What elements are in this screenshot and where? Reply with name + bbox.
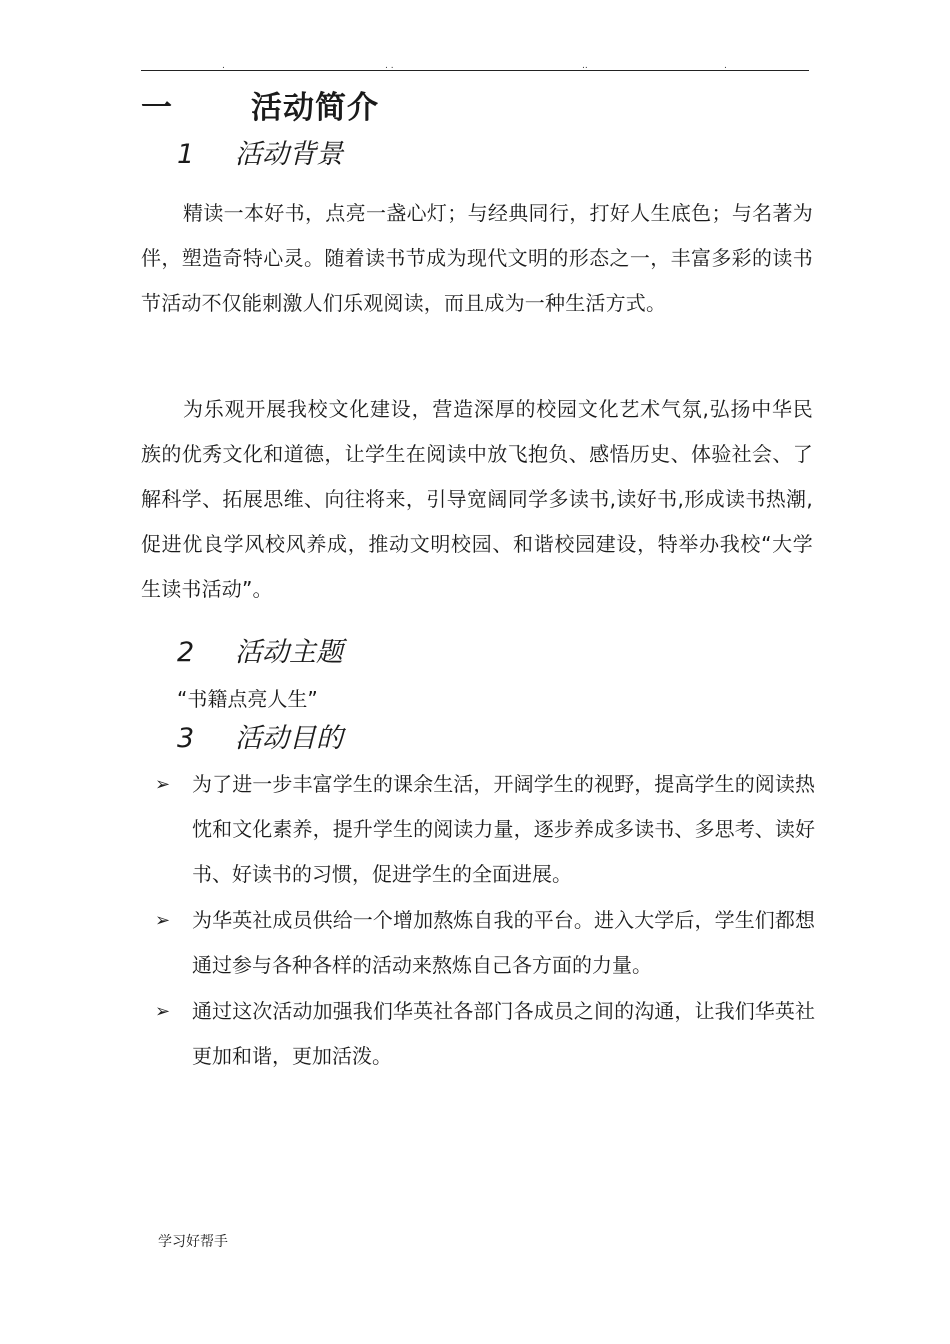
subsection-title: 活动目的	[235, 723, 343, 754]
header-mark: . .	[385, 61, 394, 71]
arrow-bullet-icon: ➢	[155, 910, 171, 931]
arrow-bullet-icon: ➢	[155, 774, 171, 795]
arrow-bullet-icon: ➢	[155, 1001, 171, 1022]
footer-text: 学习好帮手	[158, 1234, 228, 1250]
list-item-text: 通过这次活动加强我们华英社各部门各成员之间的沟通，让我们华英社更加和谐，更加活泼。	[192, 999, 815, 1068]
list-item	[155, 989, 815, 1079]
background-paragraph-1: 精读一本好书，点亮一盏心灯；与经典同行，打好人生底色；与名著为伴，塑造奇特心灵。随着读书节成为现代文明的形态之一，丰富多彩的读书节活动不仅能刺激人们乐观阅读，而且成为一种生活方式。	[141, 201, 813, 315]
subsection-title: 活动主题	[235, 637, 343, 668]
section-title: 活动简介	[251, 90, 379, 126]
header-mark: ..	[582, 61, 588, 71]
subsection-heading-purpose	[177, 719, 343, 759]
header-rule	[141, 70, 809, 71]
list-item-text: 为华英社成员供给一个增加熬炼自我的平台。进入大学后，学生们都想通过参与各种各样的活动来熬炼自己各方面的力量。	[192, 908, 815, 977]
header-mark: .	[222, 61, 225, 71]
list-item-text: 为了进一步丰富学生的课余生活，开阔学生的视野，提高学生的阅读热忱和文化素养，提升学生的阅读力量，逐步养成多读书、多思考、读好书、好读书的习惯，促进学生的全面进展。	[192, 772, 815, 886]
subsection-number: 3	[177, 723, 195, 754]
theme-text: “书籍点亮人生”	[177, 687, 318, 711]
list-item	[155, 762, 815, 897]
subsection-number: 2	[177, 637, 195, 668]
background-paragraph-2: 为乐观开展我校文化建设，营造深厚的校园文化艺术气氛,弘扬中华民族的优秀文化和道德，让学生在阅读中放飞抱负、感悟历史、体验社会、了解科学、拓展思维、向往将来，引导宽阔同学多读书,读好书,形成读书热潮,促进优良学风校风养成，推动文明校园、和谐校园建设，特举办我校“大学生读书活动”。	[141, 397, 813, 601]
list-item	[155, 898, 815, 988]
subsection-number: 1	[177, 139, 195, 170]
subsection-heading-background	[177, 135, 343, 175]
section-number: 一	[141, 90, 173, 126]
header-mark: .	[724, 61, 727, 71]
subsection-title: 活动背景	[235, 139, 343, 170]
section-heading	[141, 86, 379, 130]
subsection-heading-theme	[177, 633, 343, 673]
